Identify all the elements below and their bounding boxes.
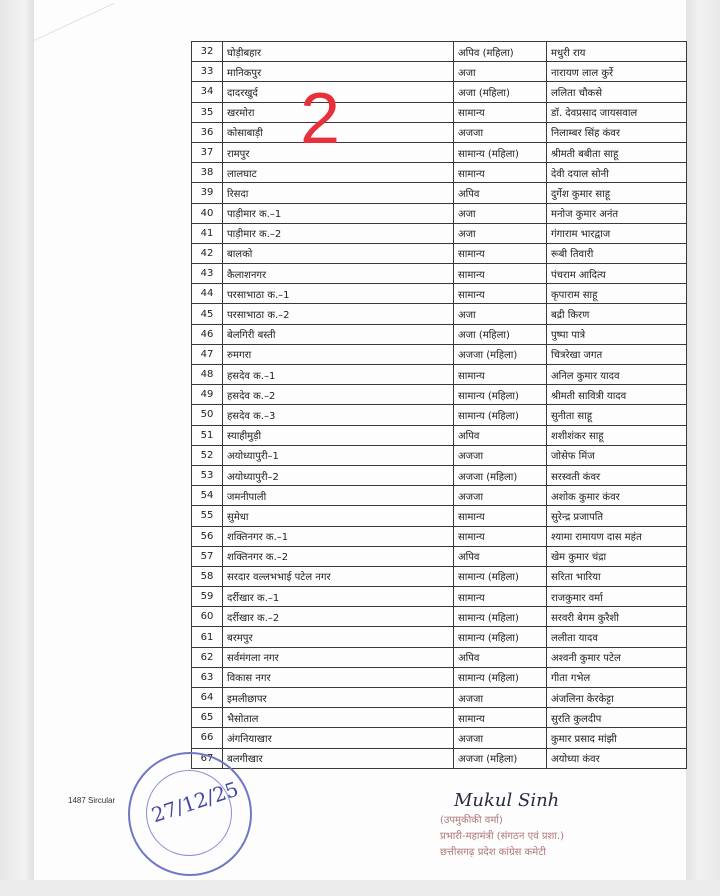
candidate-name-cell: खेम कुमार चंद्रा (547, 546, 687, 566)
reservation-category-cell: अजजा (454, 688, 547, 708)
ward-number-cell: 51 (192, 425, 223, 445)
ward-number-cell: 52 (192, 445, 223, 465)
ward-name-cell: रामपुर (223, 142, 454, 162)
ward-table (191, 41, 687, 769)
ward-number-cell: 47 (192, 344, 223, 364)
candidate-name-cell: अशोक कुमार कंवर (547, 486, 687, 506)
table-row (192, 385, 687, 405)
ward-name-cell: अयोध्यापुरी–1 (223, 445, 454, 465)
ward-number-cell: 36 (192, 122, 223, 142)
candidate-name-cell: पंचराम आदित्य (547, 264, 687, 284)
reservation-category-cell: सामान्य (454, 365, 547, 385)
ward-number-cell: 50 (192, 405, 223, 425)
reservation-category-cell: सामान्य (महिला) (454, 607, 547, 627)
ward-number-cell: 35 (192, 102, 223, 122)
reservation-category-cell: अजजा (महिला) (454, 344, 547, 364)
ward-number-cell: 33 (192, 62, 223, 82)
ward-number-cell: 48 (192, 365, 223, 385)
table-row (192, 688, 687, 708)
candidate-name-cell: अंजलिना केरकेट्टा (547, 688, 687, 708)
reservation-category-cell: अजजा (महिला) (454, 465, 547, 485)
ward-number-cell: 58 (192, 566, 223, 586)
table-row (192, 526, 687, 546)
ward-name-cell: पाड़ीमार क.–2 (223, 223, 454, 243)
ward-name-cell: दर्रीखार क.–1 (223, 587, 454, 607)
ward-name-cell: बालको (223, 243, 454, 263)
ward-number-cell: 55 (192, 506, 223, 526)
candidate-name-cell: चित्ररेखा जगत (547, 344, 687, 364)
reservation-category-cell: अपिव (454, 546, 547, 566)
candidate-name-cell: ललीता यादव (547, 627, 687, 647)
ward-name-cell: दादरखुर्द (223, 82, 454, 102)
reservation-category-cell: सामान्य (454, 163, 547, 183)
ward-name-cell: हसदेव क.–2 (223, 385, 454, 405)
table-row (192, 223, 687, 243)
reservation-category-cell: सामान्य (महिला) (454, 385, 547, 405)
candidate-name-cell: डॉ. देवप्रसाद जायसवाल (547, 102, 687, 122)
candidate-name-cell: गंगाराम भारद्वाज (547, 223, 687, 243)
ward-number-cell: 54 (192, 486, 223, 506)
reservation-category-cell: अजा (महिला) (454, 82, 547, 102)
ward-number-cell: 60 (192, 607, 223, 627)
table-row (192, 667, 687, 687)
ward-number-cell: 43 (192, 264, 223, 284)
table-row (192, 546, 687, 566)
candidate-name-cell: निलाम्बर सिंह कंवर (547, 122, 687, 142)
ward-number-cell: 42 (192, 243, 223, 263)
ward-number-cell: 56 (192, 526, 223, 546)
reservation-category-cell: अजा (454, 304, 547, 324)
table-row (192, 365, 687, 385)
ward-number-cell: 37 (192, 142, 223, 162)
ward-name-cell: सरदार वल्लभभाई पटेल नगर (223, 566, 454, 586)
photo-frame-right (686, 0, 720, 896)
table-row (192, 183, 687, 203)
ward-number-cell: 67 (192, 748, 223, 768)
reservation-category-cell: सामान्य (महिला) (454, 142, 547, 162)
ward-name-cell: सुमेधा (223, 506, 454, 526)
candidate-name-cell: नारायण लाल कुर्रे (547, 62, 687, 82)
reservation-category-cell: अजा (454, 62, 547, 82)
ward-number-cell: 45 (192, 304, 223, 324)
ward-name-cell: हसदेव क.–3 (223, 405, 454, 425)
ward-name-cell: विकास नगर (223, 667, 454, 687)
reservation-category-cell: सामान्य (454, 708, 547, 728)
ward-name-cell: अयोध्यापुरी–2 (223, 465, 454, 485)
ward-name-cell: सर्वमंगला नगर (223, 647, 454, 667)
photo-frame-left (0, 0, 34, 896)
table-row (192, 607, 687, 627)
ward-name-cell: इमलीछापर (223, 688, 454, 708)
seal-date: 27/12/25 (148, 776, 242, 828)
photo-frame-bottom (0, 880, 720, 896)
table-row (192, 647, 687, 667)
table-row (192, 324, 687, 344)
ward-number-cell: 46 (192, 324, 223, 344)
candidate-name-cell: शशीशंकर साहू (547, 425, 687, 445)
ward-name-cell: दर्रीखार क.–2 (223, 607, 454, 627)
candidate-name-cell: सुरेन्द्र प्रजापति (547, 506, 687, 526)
ward-name-cell: मानिकपुर (223, 62, 454, 82)
ward-name-cell: बेलगिरी बस्ती (223, 324, 454, 344)
ward-number-cell: 40 (192, 203, 223, 223)
ward-name-cell: अंगनियाखार (223, 728, 454, 748)
candidate-name-cell: राजकुमार वर्मा (547, 587, 687, 607)
ward-number-cell: 38 (192, 163, 223, 183)
candidate-name-cell: श्रीमती सावित्री यादव (547, 385, 687, 405)
ward-name-cell: बरमपुर (223, 627, 454, 647)
candidate-name-cell: कुमार प्रसाद मांझी (547, 728, 687, 748)
table-row (192, 62, 687, 82)
reservation-category-cell: अजजा (454, 445, 547, 465)
reservation-category-cell: अजा (454, 203, 547, 223)
ward-number-cell: 64 (192, 688, 223, 708)
table-row (192, 163, 687, 183)
candidate-name-cell: श्यामा रामायण दास महंत (547, 526, 687, 546)
ward-name-cell: जमनीपाली (223, 486, 454, 506)
ward-name-cell: शक्तिनगर क.–2 (223, 546, 454, 566)
ward-name-cell: घोड़ीबहार (223, 42, 454, 62)
candidate-name-cell: दुर्गेश कुमार साहू (547, 183, 687, 203)
reservation-category-cell: अपिव (454, 425, 547, 445)
signatory-organization: छत्तीसगढ़ प्रदेश कांग्रेस कमेटी (440, 847, 546, 858)
candidate-name-cell: अश्वनी कुमार पटेल (547, 647, 687, 667)
ward-name-cell: स्याहीमुड़ी (223, 425, 454, 445)
ward-name-cell: परसाभाठा क.–1 (223, 284, 454, 304)
ward-name-cell: हसदेव क.–1 (223, 365, 454, 385)
table-row (192, 566, 687, 586)
ward-name-cell: रुमगरा (223, 344, 454, 364)
candidate-name-cell: रूबी तिवारी (547, 243, 687, 263)
table-row (192, 708, 687, 728)
table-row (192, 728, 687, 748)
ward-number-cell: 57 (192, 546, 223, 566)
table-row (192, 344, 687, 364)
reservation-category-cell: अजजा (महिला) (454, 748, 547, 768)
ward-name-cell: बलगीखार (223, 748, 454, 768)
ward-number-cell: 34 (192, 82, 223, 102)
ward-name-cell: खरमोरा (223, 102, 454, 122)
ward-name-cell: पाड़ीमार क.–1 (223, 203, 454, 223)
table-row (192, 465, 687, 485)
reservation-category-cell: अजजा (454, 728, 547, 748)
reservation-category-cell: सामान्य (454, 506, 547, 526)
candidate-name-cell: अयोध्या कंवर (547, 748, 687, 768)
signature: Mukul Sinh (454, 790, 560, 811)
ward-number-cell: 39 (192, 183, 223, 203)
sheet-number: 2 (300, 79, 341, 159)
reservation-category-cell: सामान्य (महिला) (454, 566, 547, 586)
candidate-name-cell: सुरति कुलदीप (547, 708, 687, 728)
reservation-category-cell: सामान्य (454, 243, 547, 263)
reservation-category-cell: अजा (महिला) (454, 324, 547, 344)
reservation-category-cell: सामान्य (454, 264, 547, 284)
table-row (192, 203, 687, 223)
reservation-category-cell: सामान्य (महिला) (454, 627, 547, 647)
reservation-category-cell: सामान्य (महिला) (454, 667, 547, 687)
candidate-name-cell: अनिल कुमार यादव (547, 365, 687, 385)
table-row (192, 748, 687, 768)
ward-number-cell: 49 (192, 385, 223, 405)
reservation-category-cell: अपिव (454, 647, 547, 667)
candidate-name-cell: सरवरी बेगम कुरैशी (547, 607, 687, 627)
ward-number-cell: 44 (192, 284, 223, 304)
table-row (192, 82, 687, 102)
signatory-name: (उपमुकीकी वर्मा) (440, 815, 503, 826)
candidate-name-cell: देवी दयाल सोनी (547, 163, 687, 183)
ward-number-cell: 61 (192, 627, 223, 647)
reservation-category-cell: सामान्य (454, 102, 547, 122)
ward-number-cell: 59 (192, 587, 223, 607)
candidate-name-cell: मनोज कुमार अनंत (547, 203, 687, 223)
ward-number-cell: 65 (192, 708, 223, 728)
ward-number-cell: 53 (192, 465, 223, 485)
table-row (192, 284, 687, 304)
table-row (192, 627, 687, 647)
reservation-category-cell: अजा (454, 223, 547, 243)
reservation-category-cell: अपिव (454, 183, 547, 203)
table-row (192, 405, 687, 425)
candidate-name-cell: गीता गभेल (547, 667, 687, 687)
table-row (192, 243, 687, 263)
table-row (192, 122, 687, 142)
ward-name-cell: भैसोताल (223, 708, 454, 728)
ward-name-cell: कैलाशनगर (223, 264, 454, 284)
table-row (192, 506, 687, 526)
reservation-category-cell: अजजा (454, 486, 547, 506)
ward-name-cell: कोसाबाड़ी (223, 122, 454, 142)
table-row (192, 587, 687, 607)
reservation-category-cell: सामान्य (454, 526, 547, 546)
reservation-category-cell: सामान्य (454, 284, 547, 304)
candidate-name-cell: मधुरी राय (547, 42, 687, 62)
ward-number-cell: 41 (192, 223, 223, 243)
candidate-name-cell: सुनीता साहू (547, 405, 687, 425)
candidate-name-cell: सरिता भारिया (547, 566, 687, 586)
candidate-name-cell: सरस्वती कंवर (547, 465, 687, 485)
reservation-category-cell: अपिव (महिला) (454, 42, 547, 62)
candidate-name-cell: जोसेफ मिंज (547, 445, 687, 465)
ward-name-cell: लालघाट (223, 163, 454, 183)
candidate-name-cell: पुष्पा पात्रे (547, 324, 687, 344)
table-row (192, 142, 687, 162)
candidate-name-cell: कृपाराम साहू (547, 284, 687, 304)
circular-reference: 1487 Sircular (68, 796, 116, 805)
ward-number-cell: 62 (192, 647, 223, 667)
candidate-name-cell: श्रीमती बबीता साहू (547, 142, 687, 162)
table-row (192, 304, 687, 324)
table-row (192, 486, 687, 506)
ward-name-cell: परसाभाठा क.–2 (223, 304, 454, 324)
table-row (192, 102, 687, 122)
ward-name-cell: रिसदा (223, 183, 454, 203)
table-row (192, 42, 687, 62)
table-row (192, 425, 687, 445)
ward-number-cell: 32 (192, 42, 223, 62)
ward-number-cell: 66 (192, 728, 223, 748)
candidate-name-cell: बद्री किरण (547, 304, 687, 324)
reservation-category-cell: सामान्य (454, 587, 547, 607)
table-row (192, 445, 687, 465)
reservation-category-cell: सामान्य (महिला) (454, 405, 547, 425)
candidate-name-cell: ललिता चौकसे (547, 82, 687, 102)
table-row (192, 264, 687, 284)
ward-name-cell: शक्तिनगर क.–1 (223, 526, 454, 546)
reservation-category-cell: अजजा (454, 122, 547, 142)
signatory-designation: प्रभारी-महामंत्री (संगठन एवं प्रशा.) (440, 831, 565, 842)
ward-number-cell: 63 (192, 667, 223, 687)
